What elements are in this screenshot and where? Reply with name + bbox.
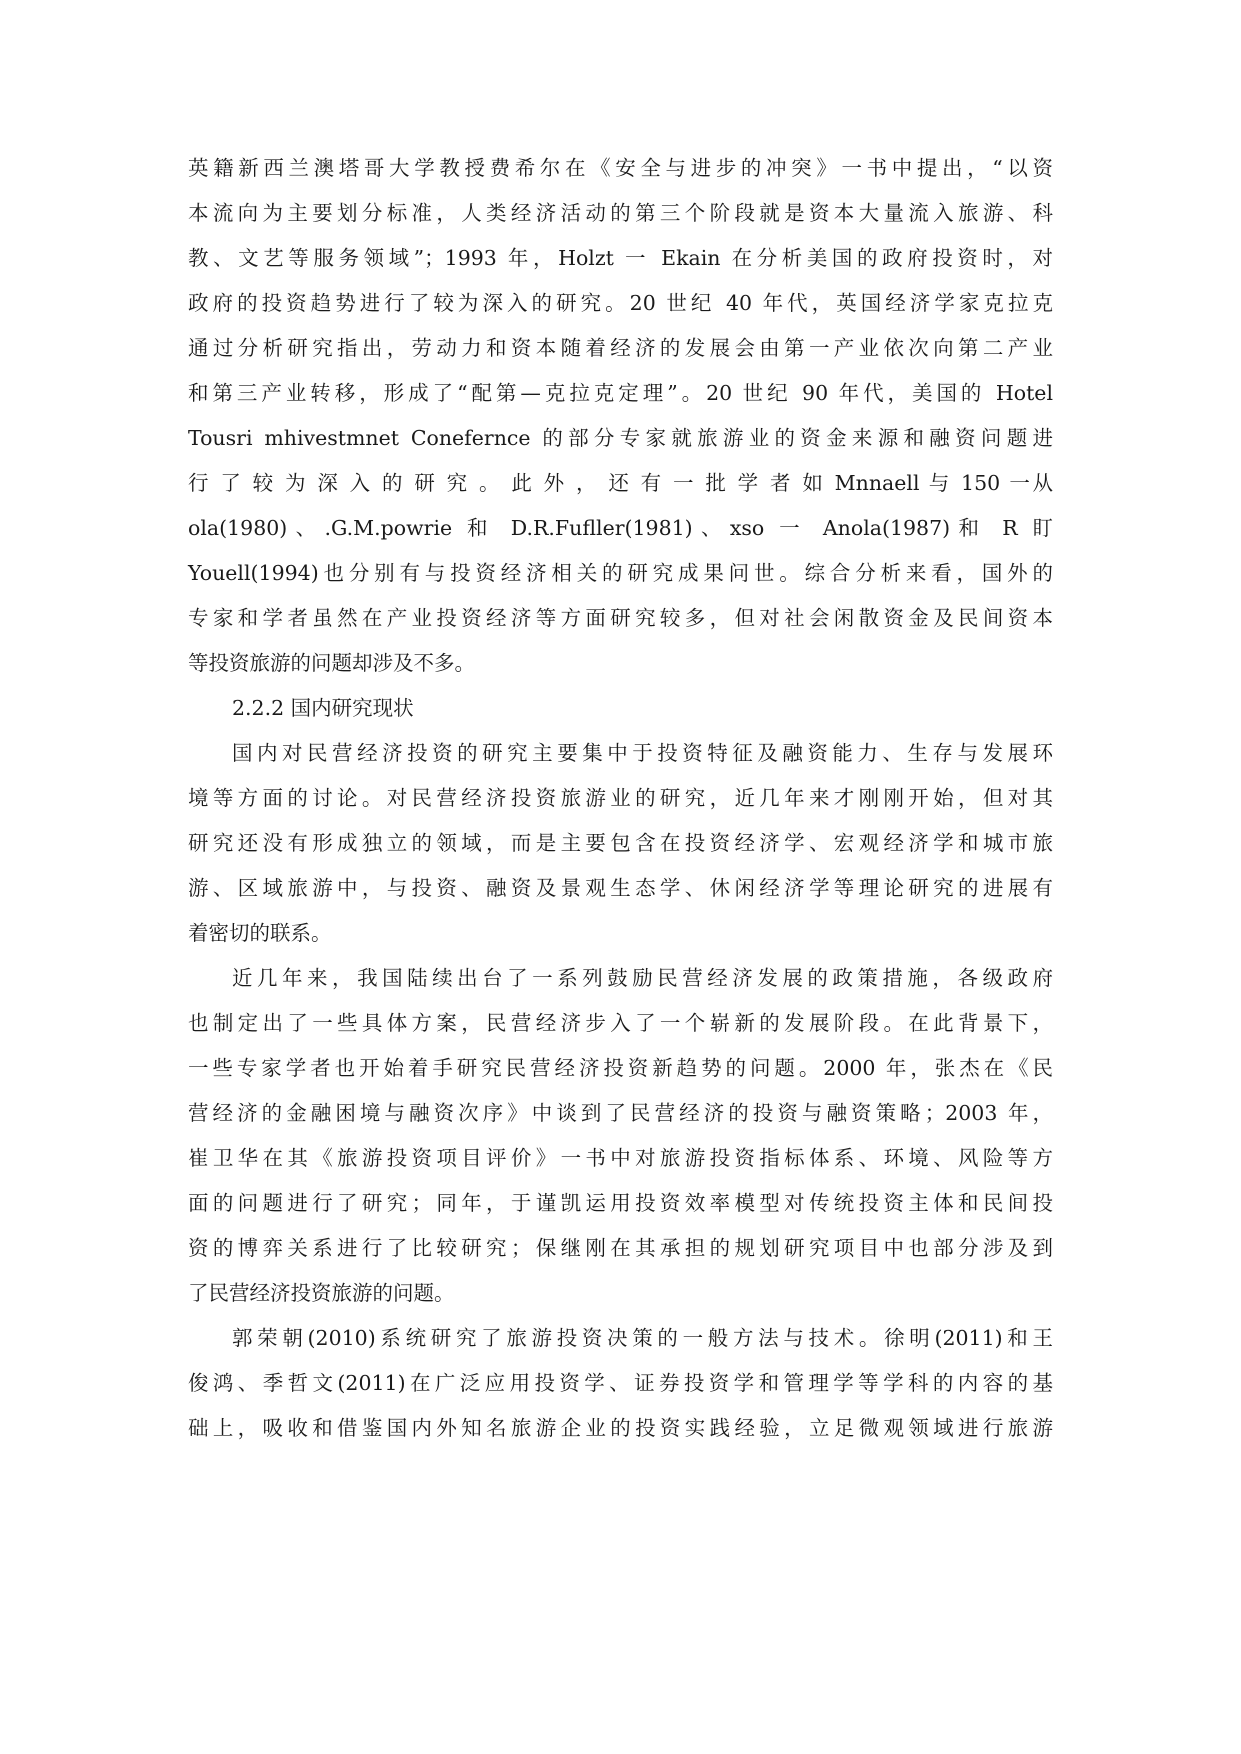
text-line: 了民营经济投资旅游的问题。 — [188, 1281, 455, 1305]
text-line: 等投资旅游的问题却涉及不多。 — [188, 651, 475, 675]
text-line: 俊鸿、季哲文(2011)在广泛应用投资学、证券投资学和管理学等学科的内容的基 — [188, 1371, 1053, 1395]
document-page — [188, 146, 1053, 1451]
text-line: 础上，吸收和借鉴国内外知名旅游企业的投资实践经验，立足微观领域进行旅游 — [188, 1416, 1053, 1440]
text-line: 英籍新西兰澳塔哥大学教授费希尔在《安全与进步的冲突》一书中提出，“以资 — [188, 156, 1053, 180]
text-line: 国内对民营经济投资的研究主要集中于投资特征及融资能力、生存与发展环 — [232, 741, 1053, 765]
text-line: 研究还没有形成独立的领域，而是主要包含在投资经济学、宏观经济学和城市旅 — [188, 831, 1053, 855]
text-line: 和第三产业转移，形成了“配第—克拉克定理”。20 世纪 90 年代，美国的 Hotel — [188, 381, 1053, 405]
paragraph-foreign-research — [188, 146, 1053, 686]
text-line: 专家和学者虽然在产业投资经济等方面研究较多，但对社会闲散资金及民间资本 — [188, 606, 1053, 630]
text-line: Tousri mhivestmnet Conefernce 的部分专家就旅游业的资金来源和融资问题进 — [188, 426, 1053, 450]
text-line: 着密切的联系。 — [188, 921, 332, 945]
text-line: 一些专家学者也开始着手研究民营经济投资新趋势的问题。2000 年，张杰在《民 — [188, 1056, 1053, 1080]
text-line: 也制定出了一些具体方案，民营经济步入了一个崭新的发展阶段。在此背景下， — [188, 1011, 1053, 1035]
text-line: 教、文艺等服务领域”；1993 年，Holzt 一 Ekain 在分析美国的政府投资时，对 — [188, 246, 1053, 270]
text-line: 面的问题进行了研究；同年，于谨凯运用投资效率模型对传统投资主体和民间投 — [188, 1191, 1053, 1215]
text-line: 本流向为主要划分标准，人类经济活动的第三个阶段就是资本大量流入旅游、科 — [188, 201, 1053, 225]
text-line: 通过分析研究指出，劳动力和资本随着经济的发展会由第一产业依次向第二产业 — [188, 336, 1053, 360]
text-line: Youell(1994)也分别有与投资经济相关的研究成果问世。综合分析来看，国外的 — [188, 561, 1053, 585]
text-line: 资的博弈关系进行了比较研究；保继刚在其承担的规划研究项目中也部分涉及到 — [188, 1236, 1053, 1260]
text-line: 游、区域旅游中，与投资、融资及景观生态学、休闲经济学等理论研究的进展有 — [188, 876, 1053, 900]
paragraph-recent-policy — [188, 956, 1053, 1316]
text-line: ola(1980)、.G.M.powrie 和 D.R.Fufller(1981)、xso 一 Anola(1987)和 R 盯 — [188, 516, 1053, 540]
paragraph-investment-methods — [188, 1316, 1053, 1451]
paragraph-domestic-research-intro — [188, 731, 1053, 956]
text-line: 行 了 较 为 深 入 的 研 究 。 此 外 ， 还 有 一 批 学 者 如 Mnnaell 与 150 一从 — [188, 471, 1053, 495]
text-line: 政府的投资趋势进行了较为深入的研究。20 世纪 40 年代，英国经济学家克拉克 — [188, 291, 1053, 315]
text-line: 崔卫华在其《旅游投资项目评价》一书中对旅游投资指标体系、环境、风险等方 — [188, 1146, 1053, 1170]
text-line: 郭荣朝(2010)系统研究了旅游投资决策的一般方法与技术。徐明(2011)和王 — [232, 1326, 1053, 1350]
section-heading: 2.2.2 国内研究现状 — [232, 696, 414, 720]
text-line: 近几年来，我国陆续出台了一系列鼓励民营经济发展的政策措施，各级政府 — [232, 966, 1053, 990]
text-line: 境等方面的讨论。对民营经济投资旅游业的研究，近几年来才刚刚开始，但对其 — [188, 786, 1053, 810]
text-line: 营经济的金融困境与融资次序》中谈到了民营经济的投资与融资策略；2003 年， — [188, 1101, 1053, 1125]
